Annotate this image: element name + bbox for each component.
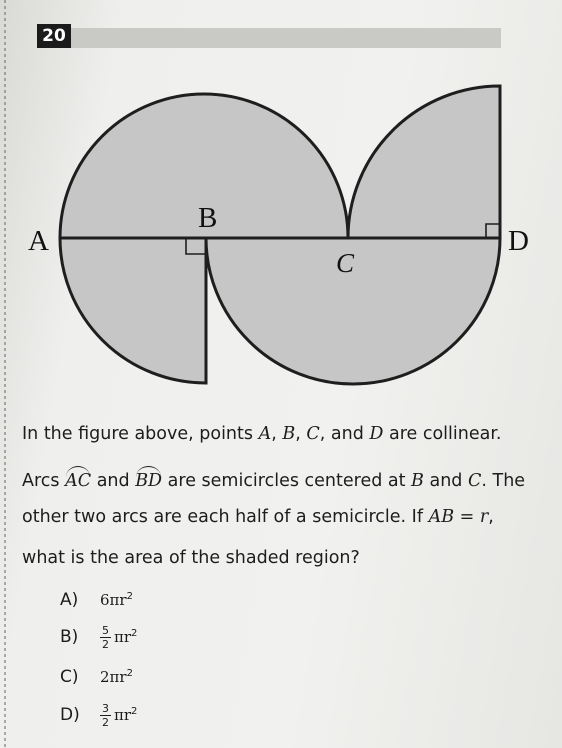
label-a: A [28, 225, 49, 257]
text-fragment: are semicircles centered at [162, 471, 412, 491]
arc-ac-ref: AC [65, 465, 91, 491]
fraction [100, 703, 111, 728]
expression-ab-r: AB = r [428, 507, 489, 527]
choice-value [100, 703, 137, 728]
question-line-3 [22, 507, 494, 527]
question-line-4: what is the area of the shaded region? [22, 548, 360, 568]
denominator: 2 [102, 637, 109, 651]
exponent: 2 [126, 667, 133, 679]
choice-value [100, 591, 133, 609]
question-line-2 [22, 465, 525, 491]
denominator: 2 [102, 715, 109, 729]
choice-a[interactable] [60, 585, 133, 615]
pi-r: πr [114, 628, 132, 646]
text-fragment: , [488, 507, 494, 527]
choice-d[interactable] [60, 700, 137, 730]
exponent: 2 [126, 590, 133, 602]
shaded-lower-quarter [60, 238, 206, 383]
choice-letter: A) [60, 590, 79, 610]
text-fragment: . The [481, 471, 526, 491]
shaded-upper-quarter [348, 86, 500, 238]
pi-r: πr [109, 668, 127, 686]
point-c-ref: C [306, 424, 320, 444]
text-fragment: and [423, 471, 468, 491]
text-fragment: Arcs [22, 471, 66, 491]
text-fragment: are collinear. [383, 424, 502, 444]
point-b-ref: B [282, 424, 296, 444]
question-number: 20 [37, 24, 71, 48]
text-fragment: and [91, 471, 136, 491]
choice-value [100, 668, 133, 686]
exponent: 2 [131, 627, 138, 639]
fraction [100, 625, 111, 650]
choice-b[interactable] [60, 622, 137, 652]
label-c: C [336, 248, 355, 278]
point-a-ref: A [258, 424, 272, 444]
text-fragment: , [295, 424, 307, 444]
point-d-ref: D [369, 424, 384, 444]
coefficient: 6 [100, 591, 110, 609]
choice-value [100, 625, 137, 650]
label-b: B [198, 202, 218, 234]
question-line-1 [22, 424, 501, 444]
choice-letter: C) [60, 667, 79, 687]
point-c-ref: C [467, 471, 482, 491]
text-fragment: , and [319, 424, 370, 444]
point-b-ref: B [411, 471, 424, 491]
coefficient: 2 [100, 668, 110, 686]
choice-c[interactable] [60, 662, 133, 692]
choice-letter: D) [60, 705, 80, 725]
choice-letter: B) [60, 627, 79, 647]
text-fragment: In the figure above, points [22, 424, 259, 444]
numerator: 3 [102, 701, 109, 715]
pi-r: πr [114, 706, 132, 724]
pi-r: πr [109, 591, 127, 609]
arc-bd-ref: BD [135, 465, 162, 491]
exponent: 2 [131, 705, 138, 717]
label-d: D [508, 225, 529, 257]
text-fragment: , [271, 424, 283, 444]
text-fragment: other two arcs are each half of a semicircle. If [22, 507, 429, 527]
numerator: 5 [102, 623, 109, 637]
